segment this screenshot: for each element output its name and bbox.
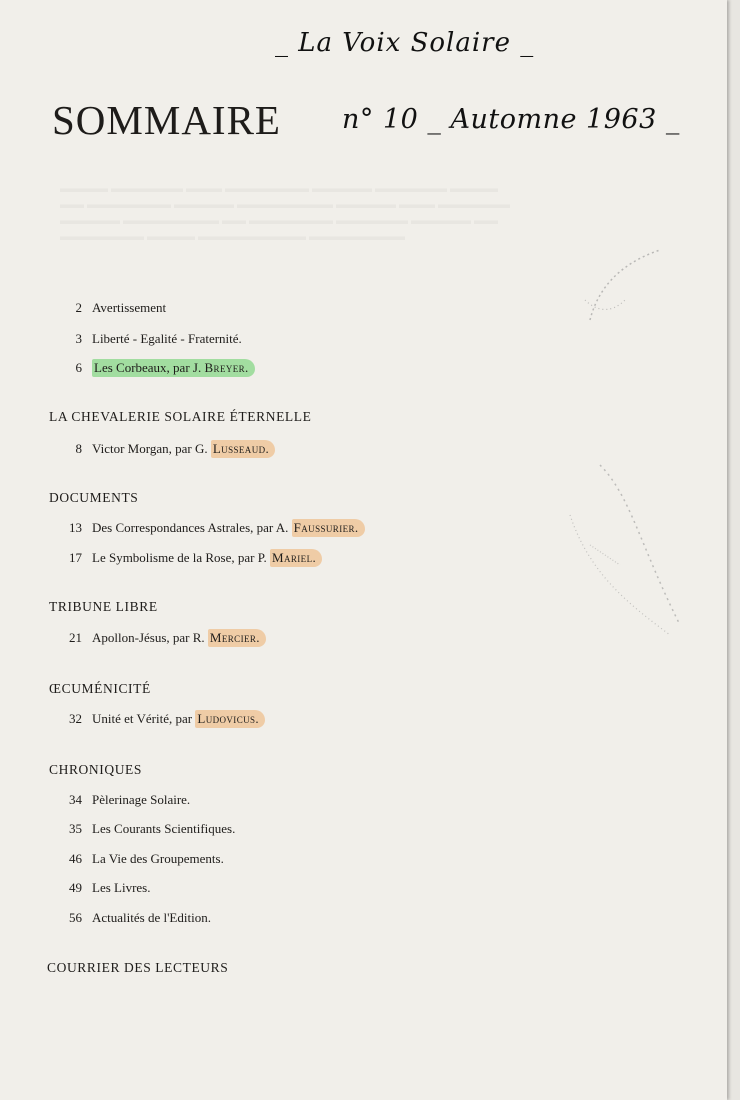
toc-entry-title: Les Corbeaux, par J. [94,360,202,375]
toc-entry-author: Faussurier. [293,520,359,535]
toc-entry [56,792,190,808]
toc-entry [56,520,365,536]
toc-entry-author: Breyer. [204,360,249,375]
toc-entry [56,880,150,896]
handwritten-issue-note: n° 10 _ Automne 1963 _ [342,104,680,135]
orange-highlight [270,549,322,567]
toc-entry-title: Apollon-Jésus, par R. [92,630,205,645]
toc-entry [56,550,322,566]
toc-page-number: 6 [75,360,82,375]
toc-entry [56,910,211,926]
toc-entry [64,331,242,347]
toc-entry [64,360,255,376]
section-heading: DOCUMENTS [49,490,139,505]
toc-entry [64,441,275,457]
toc-entry-author: Ludovicus. [197,711,260,726]
toc-entry [56,851,224,867]
section-heading: TRIBUNE LIBRE [49,599,158,614]
toc-entry [56,711,265,727]
toc-entry [64,300,166,316]
section-heading: COURRIER DES LECTEURS [47,960,229,975]
toc-entry-title: Des Correspondances Astrales, par A. [92,520,289,535]
orange-highlight [292,519,365,537]
toc-entry-title: Le Symbolisme de la Rose, par P. [92,550,267,565]
orange-highlight [211,440,275,458]
orange-highlight [195,710,265,728]
section-heading: LA CHEVALERIE SOLAIRE ÉTERNELLE [49,409,312,424]
toc-page-number: 8 [75,441,82,456]
toc-page-number: 3 [75,331,82,346]
toc-entry-author: Mercier. [209,630,260,645]
toc-entry [56,821,235,837]
toc-page-number: 2 [75,300,82,315]
toc-page-number: 56 [69,910,82,925]
toc-entry-title: Pèlerinage Solaire. [92,792,191,807]
toc-page-number: 32 [69,711,82,726]
page-title: SOMMAIRE [52,97,281,143]
toc-entry-title: Victor Morgan, par G. [92,441,208,456]
toc-page-number: 49 [69,880,82,895]
toc-entry [56,630,266,646]
faded-stamp-mark [570,240,670,350]
bleed-through-text [60,180,600,244]
toc-page-number: 34 [69,792,82,807]
green-highlight [92,359,255,377]
orange-highlight [208,629,266,647]
toc-page-number: 21 [69,630,82,645]
toc-entry-title: Liberté - Egalité - Fraternité. [92,331,242,346]
toc-entry-title: Avertissement [92,300,167,315]
toc-page-number: 35 [69,821,82,836]
toc-entry-title: La Vie des Groupements. [92,851,224,866]
toc-page-number: 17 [69,550,82,565]
section-heading: CHRONIQUES [49,762,143,777]
toc-page-number: 13 [69,520,82,535]
section-heading: ŒCUMÉNICITÉ [49,681,151,696]
toc-entry-author: Lusseaud. [212,441,270,456]
toc-entry-title: Unité et Vérité, par [92,711,193,726]
toc-entry-author: Mariel. [272,550,317,565]
toc-entry-title: Actualités de l'Edition. [92,910,211,925]
toc-entry-title: Les Courants Scientifiques. [92,821,236,836]
toc-page-number: 46 [69,851,82,866]
handwritten-journal-name: _ La Voix Solaire _ [275,28,535,58]
toc-entry-title: Les Livres. [92,880,151,895]
faded-stamp-mark [560,455,710,655]
